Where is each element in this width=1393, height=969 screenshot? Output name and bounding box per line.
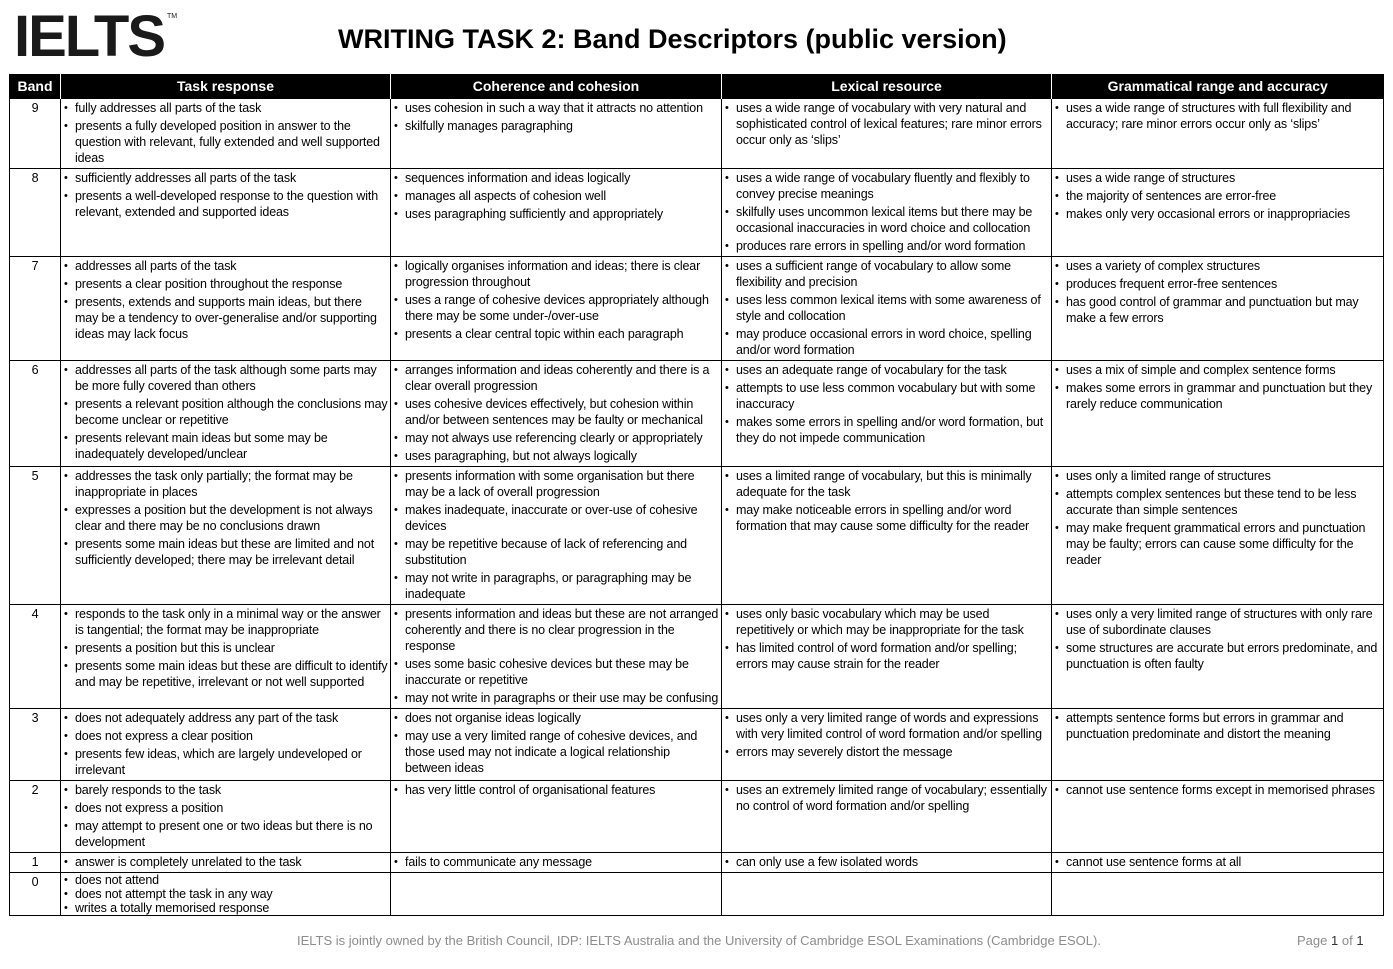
table-row [10,853,1384,873]
column-header-grammar: Grammatical range and accuracy [1052,74,1384,99]
band-score: 6 [10,361,61,467]
lexical-cell [722,257,1052,361]
descriptor-item: • some structures are accurate but errors predominate, and punctuation is often faulty [1054,640,1381,672]
task-response-cell [61,361,391,467]
descriptor-list [724,362,1049,446]
lexical-cell [722,781,1052,853]
descriptor-list [63,606,388,690]
descriptor-list [63,854,388,870]
band-score: 1 [10,853,61,873]
task-response-cell [61,853,391,873]
descriptor-item: • addresses all parts of the task although some parts may be more fully covered than others [63,362,388,394]
column-header-band: Band [10,74,61,99]
descriptor-item: • produces frequent error-free sentences [1054,276,1381,292]
task-response-cell [61,781,391,853]
grammar-cell [1052,467,1384,605]
descriptor-item: • makes inadequate, inaccurate or over-use of cohesive devices [393,502,719,534]
descriptor-list [724,170,1049,254]
grammar-cell [1052,709,1384,781]
descriptor-item: • presents, extends and supports main ideas, but there may be a tendency to over-generalise and/or supporting ideas may lack focus [63,294,388,342]
descriptor-item: • uses a sufficient range of vocabulary to allow some flexibility and precision [724,258,1049,290]
lexical-cell [722,361,1052,467]
descriptor-item: • does not express a clear position [63,728,388,744]
descriptor-item: • the majority of sentences are error-free [1054,188,1381,204]
descriptor-list [63,258,388,342]
descriptor-list [1054,170,1381,222]
descriptor-list [393,606,719,706]
descriptor-item: • makes some errors in grammar and punctuation but they rarely reduce communication [1054,380,1381,412]
descriptor-list [63,782,388,850]
descriptor-item: • uses a wide range of structures with full flexibility and accuracy; rare minor errors occur only as ‘slips’ [1054,100,1381,132]
descriptor-list [63,468,388,568]
descriptor-list [393,854,719,870]
descriptor-item: • does not organise ideas logically [393,710,719,726]
descriptor-list [393,710,719,776]
descriptor-item: • uses a wide range of vocabulary fluently and flexibly to convey precise meanings [724,170,1049,202]
grammar-cell [1052,605,1384,709]
band-score: 8 [10,169,61,257]
grammar-cell [1052,853,1384,873]
descriptor-item: • may attempt to present one or two ideas but there is no development [63,818,388,850]
descriptor-item: • fails to communicate any message [393,854,719,870]
task-response-cell [61,467,391,605]
descriptor-item: • produces rare errors in spelling and/or word formation [724,238,1049,254]
descriptor-item: • uses a range of cohesive devices appropriately although there may be some under-/over-use [393,292,719,324]
band-score: 9 [10,99,61,169]
descriptor-item: • may not write in paragraphs, or paragraphing may be inadequate [393,570,719,602]
descriptor-item: • presents a fully developed position in answer to the question with relevant, fully extended and well supported ideas [63,118,388,166]
descriptor-item: • presents few ideas, which are largely undeveloped or irrelevant [63,746,388,778]
descriptor-item: • uses some basic cohesive devices but these may be inaccurate or repetitive [393,656,719,688]
coherence-cell [391,169,722,257]
descriptor-item: • uses a limited range of vocabulary, but this is minimally adequate for the task [724,468,1049,500]
page-total: 1 [1356,933,1364,948]
table-row [10,605,1384,709]
task-response-cell [61,605,391,709]
descriptor-item: • arranges information and ideas coherently and there is a clear overall progression [393,362,719,394]
task-response-cell [61,709,391,781]
descriptor-item: • skilfully manages paragraphing [393,118,719,134]
table-row [10,99,1384,169]
descriptor-item: • may not write in paragraphs or their use may be confusing [393,690,719,706]
table-header-row [10,74,1384,99]
descriptor-item: • presents information with some organisation but there may be a lack of overall progression [393,468,719,500]
descriptor-item: • writes a totally memorised response [63,901,388,915]
table-row [10,709,1384,781]
descriptor-item: • can only use a few isolated words [724,854,1049,870]
task-response-cell [61,873,391,916]
descriptor-list [1054,100,1381,132]
descriptor-item: • expresses a position but the development is not always clear and there may be no conclusions drawn [63,502,388,534]
descriptor-item: • barely responds to the task [63,782,388,798]
descriptor-list [724,606,1049,672]
lexical-cell [722,99,1052,169]
descriptor-item: • uses a variety of complex structures [1054,258,1381,274]
descriptor-item: • errors may severely distort the message [724,744,1049,760]
descriptor-item: • attempts complex sentences but these tend to be less accurate than simple sentences [1054,486,1381,518]
descriptor-list [63,170,388,220]
descriptor-item: • does not attend [63,873,388,887]
column-header-lexical: Lexical resource [722,74,1052,99]
grammar-cell [1052,873,1384,916]
descriptor-item: • has good control of grammar and punctuation but may make a few errors [1054,294,1381,326]
descriptor-item: • uses less common lexical items with some awareness of style and collocation [724,292,1049,324]
descriptor-list [724,468,1049,534]
lexical-cell [722,605,1052,709]
coherence-cell [391,781,722,853]
descriptor-item: • uses a wide range of structures [1054,170,1381,186]
descriptor-item: • may be repetitive because of lack of referencing and substitution [393,536,719,568]
ielts-logo: IELTS [14,4,165,69]
task-response-cell [61,169,391,257]
descriptor-item: • may make noticeable errors in spelling and/or word formation that may cause some difficulty for the reader [724,502,1049,534]
grammar-cell [1052,781,1384,853]
descriptor-item: • cannot use sentence forms at all [1054,854,1381,870]
descriptor-item: • uses paragraphing sufficiently and appropriately [393,206,719,222]
lexical-cell [722,853,1052,873]
descriptor-item: • uses only basic vocabulary which may be used repetitively or which may be inappropriate for the task [724,606,1049,638]
page-title: WRITING TASK 2: Band Descriptors (public version) [338,24,1007,54]
band-score: 0 [10,873,61,916]
descriptor-list [63,100,388,166]
grammar-cell [1052,169,1384,257]
descriptor-list [1054,782,1381,798]
coherence-cell [391,257,722,361]
descriptor-item: • uses a wide range of vocabulary with very natural and sophisticated control of lexical features; rare minor errors occur only as ‘slips’ [724,100,1049,148]
grammar-cell [1052,361,1384,467]
table-row [10,467,1384,605]
descriptor-item: • does not express a position [63,800,388,816]
coherence-cell [391,361,722,467]
descriptor-item: • presents a position but this is unclear [63,640,388,656]
descriptor-list [1054,710,1381,742]
descriptor-item: • attempts sentence forms but errors in grammar and punctuation predominate and distort the meaning [1054,710,1381,742]
band-score: 2 [10,781,61,853]
descriptor-item: • presents a clear central topic within each paragraph [393,326,719,342]
descriptor-list [1054,362,1381,412]
descriptor-item: • has very little control of organisational features [393,782,719,798]
lexical-cell [722,467,1052,605]
descriptor-item: • presents a relevant position although the conclusions may become unclear or repetitive [63,396,388,428]
descriptor-list [63,362,388,462]
descriptor-item: • presents relevant main ideas but some may be inadequately developed/unclear [63,430,388,462]
descriptor-list [393,362,719,464]
coherence-cell [391,99,722,169]
column-header-coherence: Coherence and cohesion [391,74,722,99]
descriptor-item: • presents a clear position throughout the response [63,276,388,292]
coherence-cell [391,467,722,605]
table-body [10,99,1384,916]
band-score: 4 [10,605,61,709]
descriptor-item: • answer is completely unrelated to the task [63,854,388,870]
coherence-cell [391,709,722,781]
descriptor-item: • uses cohesive devices effectively, but cohesion within and/or between sentences may be faulty or mechanical [393,396,719,428]
descriptor-item: • responds to the task only in a minimal way or the answer is tangential; the format may be inappropriate [63,606,388,638]
descriptor-list [393,100,719,134]
descriptor-item: • cannot use sentence forms except in memorised phrases [1054,782,1381,798]
table-row [10,781,1384,853]
table-row [10,361,1384,467]
lexical-cell [722,873,1052,916]
grammar-cell [1052,257,1384,361]
descriptor-item: • presents a well-developed response to the question with relevant, extended and supported ideas [63,188,388,220]
descriptor-item: • sequences information and ideas logically [393,170,719,186]
coherence-cell [391,873,722,916]
lexical-cell [722,709,1052,781]
descriptor-item: • presents some main ideas but these are difficult to identify and may be repetitive, irrelevant or not well supported [63,658,388,690]
descriptor-list [724,710,1049,760]
descriptor-item: • uses paragraphing, but not always logically [393,448,719,464]
band-descriptors-table [9,74,1384,916]
descriptor-item: • addresses all parts of the task [63,258,388,274]
descriptor-list [724,258,1049,358]
descriptor-item: • fully addresses all parts of the task [63,100,388,116]
descriptor-item: • uses a mix of simple and complex sentence forms [1054,362,1381,378]
page-label: Page [1297,933,1328,948]
descriptor-list [393,468,719,602]
table-row [10,169,1384,257]
descriptor-item: • has limited control of word formation and/or spelling; errors may cause strain for the reader [724,640,1049,672]
descriptor-item: • sufficiently addresses all parts of the task [63,170,388,186]
descriptor-item: • uses only a very limited range of words and expressions with very limited control of word formation and/or spelling [724,710,1049,742]
descriptor-item: • uses an extremely limited range of vocabulary; essentially no control of word formation and/or spelling [724,782,1049,814]
descriptor-item: • does not adequately address any part of the task [63,710,388,726]
descriptor-list [1054,854,1381,870]
descriptor-item: • may not always use referencing clearly or appropriately [393,430,719,446]
coherence-cell [391,605,722,709]
task-response-cell [61,257,391,361]
page-of-label: of [1341,933,1353,948]
descriptor-item: • manages all aspects of cohesion well [393,188,719,204]
descriptor-list [393,782,719,798]
page-indicator [1297,933,1364,948]
descriptor-list [724,100,1049,148]
descriptor-item: • may produce occasional errors in word choice, spelling and/or word formation [724,326,1049,358]
descriptor-list [1054,606,1381,672]
descriptor-item: • attempts to use less common vocabulary but with some inaccuracy [724,380,1049,412]
descriptor-list [393,170,719,222]
descriptor-item: • may make frequent grammatical errors and punctuation may be faulty; errors can cause some difficulty for the reader [1054,520,1381,568]
descriptor-item: • uses only a limited range of structures [1054,468,1381,484]
table-row [10,257,1384,361]
band-score: 7 [10,257,61,361]
trademark-mark: TM [167,13,178,20]
descriptor-item: • addresses the task only partially; the format may be inappropriate in places [63,468,388,500]
coherence-cell [391,853,722,873]
descriptor-item: • presents information and ideas but these are not arranged coherently and there is no clear progression in the response [393,606,719,654]
descriptor-item: • uses cohesion in such a way that it attracts no attention [393,100,719,116]
ownership-footer: IELTS is jointly owned by the British Council, IDP: IELTS Australia and the University of Cambridge ESOL Examinations (Cambridge ESOL). [297,933,1101,948]
descriptor-item: • may use a very limited range of cohesive devices, and those used may not indicate a logical relationship between ideas [393,728,719,776]
descriptor-item: • skilfully uses uncommon lexical items but there may be occasional inaccuracies in word choice and collocation [724,204,1049,236]
descriptor-item: • makes only very occasional errors or inappropriacies [1054,206,1381,222]
descriptor-item: • uses an adequate range of vocabulary for the task [724,362,1049,378]
descriptor-list [63,710,388,778]
descriptor-list [724,854,1049,870]
descriptor-item: • uses only a very limited range of structures with only rare use of subordinate clauses [1054,606,1381,638]
descriptor-item: • presents some main ideas but these are limited and not sufficiently developed; there may be irrelevant detail [63,536,388,568]
table-row [10,873,1384,916]
descriptor-item: • logically organises information and ideas; there is clear progression throughout [393,258,719,290]
lexical-cell [722,169,1052,257]
page-current: 1 [1331,933,1339,948]
band-score: 5 [10,467,61,605]
descriptor-list [1054,258,1381,326]
descriptor-list [393,258,719,342]
band-score: 3 [10,709,61,781]
descriptor-list [1054,468,1381,568]
descriptor-item: • does not attempt the task in any way [63,887,388,901]
task-response-cell [61,99,391,169]
grammar-cell [1052,99,1384,169]
column-header-task-response: Task response [61,74,391,99]
descriptor-list [724,782,1049,814]
descriptor-item: • makes some errors in spelling and/or word formation, but they do not impede communication [724,414,1049,446]
descriptor-list [63,873,388,915]
